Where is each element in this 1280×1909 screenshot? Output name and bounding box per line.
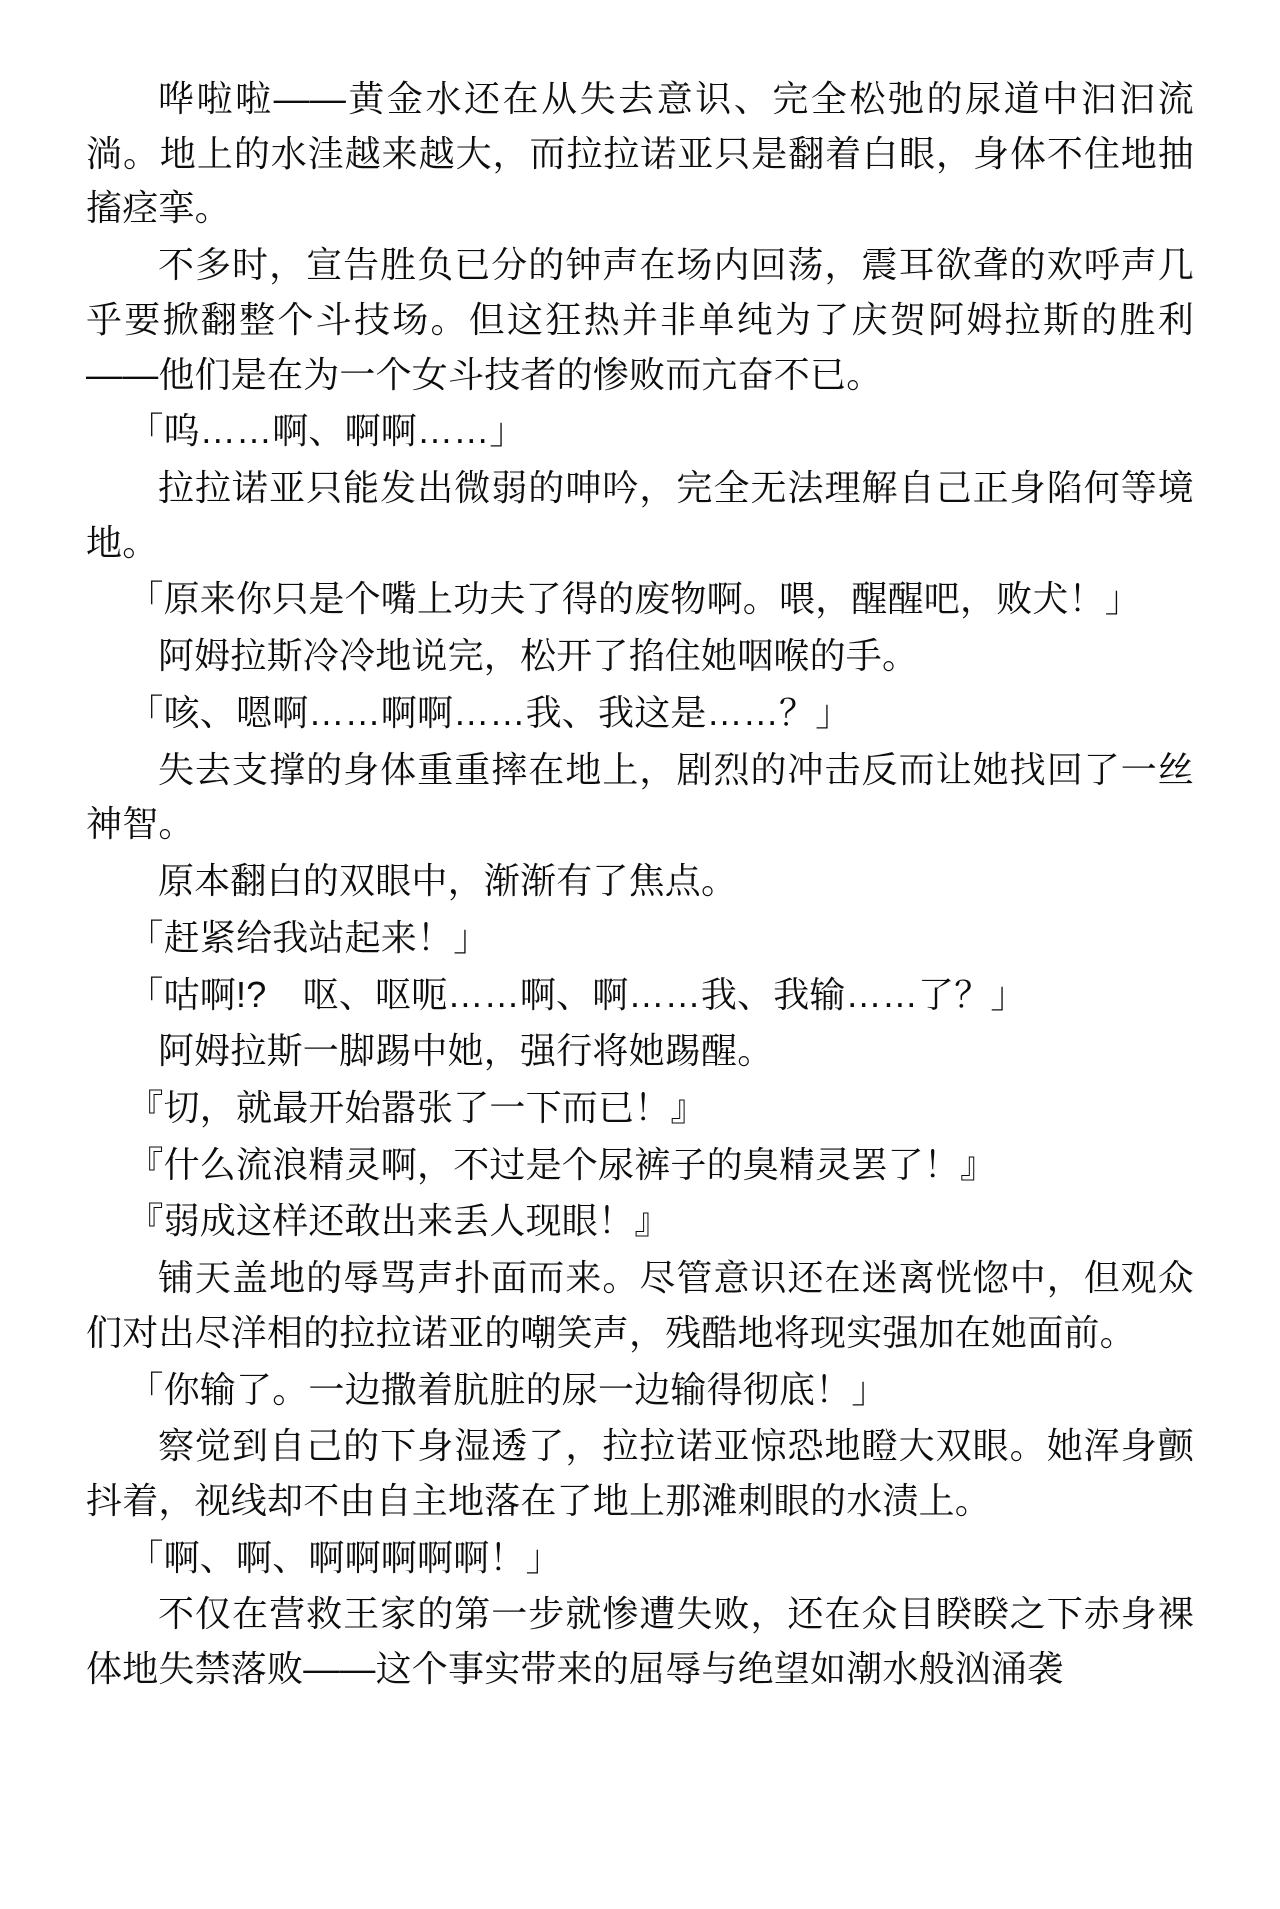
paragraph: 察觉到自己的下身湿透了，拉拉诺亚惊恐地瞪大双眼。她浑身颤抖着，视线却不由自主地落在了地上那滩刺眼的水渍上。 [86, 1425, 1194, 1521]
paragraph-dialogue: 「咳、嗯啊……啊啊……我、我这是……？」 [127, 691, 852, 733]
paragraph-crowd-shout: 『切，就最开始嚣张了一下而已！』 [127, 1086, 707, 1128]
paragraph: 阿姆拉斯冷冷地说完，松开了掐住她咽喉的手。 [158, 635, 919, 677]
paragraph-crowd-shout: 『什么流浪精灵啊，不过是个尿裤子的臭精灵罢了！』 [127, 1143, 997, 1185]
paragraph: 不多时，宣告胜负已分的钟声在场内回荡，震耳欲聋的欢呼声几乎要掀翻整个斗技场。但这狂热并非单纯为了庆贺阿姆拉斯的胜利——他们是在为一个女斗技者的惨败而亢奋不已。 [86, 244, 1194, 395]
paragraph: 不仅在营救王家的第一步就惨遭失败，还在众目睽睽之下赤身裸体地失禁落败——这个事实带来的屈辱与绝望如潮水般汹涌袭 [86, 1593, 1194, 1690]
paragraph: 原本翻白的双眼中，渐渐有了焦点。 [158, 860, 738, 902]
paragraph-dialogue: 「原来你只是个嘴上功夫了得的废物啊。喂，醒醒吧，败犬！」 [127, 578, 1141, 620]
paragraph-dialogue: 「你输了。一边撒着肮脏的尿一边输得彻底！」 [127, 1368, 888, 1410]
paragraph-crowd-shout: 『弱成这样还敢出来丢人现眼！』 [127, 1200, 671, 1242]
paragraph: 阿姆拉斯一脚踢中她，强行将她踢醒。 [158, 1030, 774, 1072]
paragraph-dialogue: 「啊、啊、啊啊啊啊啊！」 [127, 1536, 562, 1578]
paragraph-dialogue: 「赶紧给我站起来！」 [127, 916, 490, 958]
novel-body [86, 72, 1194, 1697]
paragraph: 哗啦啦——黄金水还在从失去意识、完全松弛的尿道中汩汩流淌。地上的水洼越来越大，而拉拉诺亚只是翻着白眼，身体不住地抽搐痉挛。 [86, 78, 1194, 229]
paragraph: 失去支撑的身体重重摔在地上，剧烈的冲击反而让她找回了一丝神智。 [86, 748, 1194, 845]
paragraph-dialogue: 「呜……啊、啊啊……」 [127, 410, 526, 452]
paragraph: 铺天盖地的辱骂声扑面而来。尽管意识还在迷离恍惚中，但观众们对出尽洋相的拉拉诺亚的嘲笑声，残酷地将现实强加在她面前。 [86, 1257, 1194, 1353]
paragraph-dialogue: 「咕啊!? 呕、呕呃……啊、啊……我、我输……了？」 [127, 973, 1027, 1015]
paragraph: 拉拉诺亚只能发出微弱的呻吟，完全无法理解自己正身陷何等境地。 [86, 467, 1194, 563]
